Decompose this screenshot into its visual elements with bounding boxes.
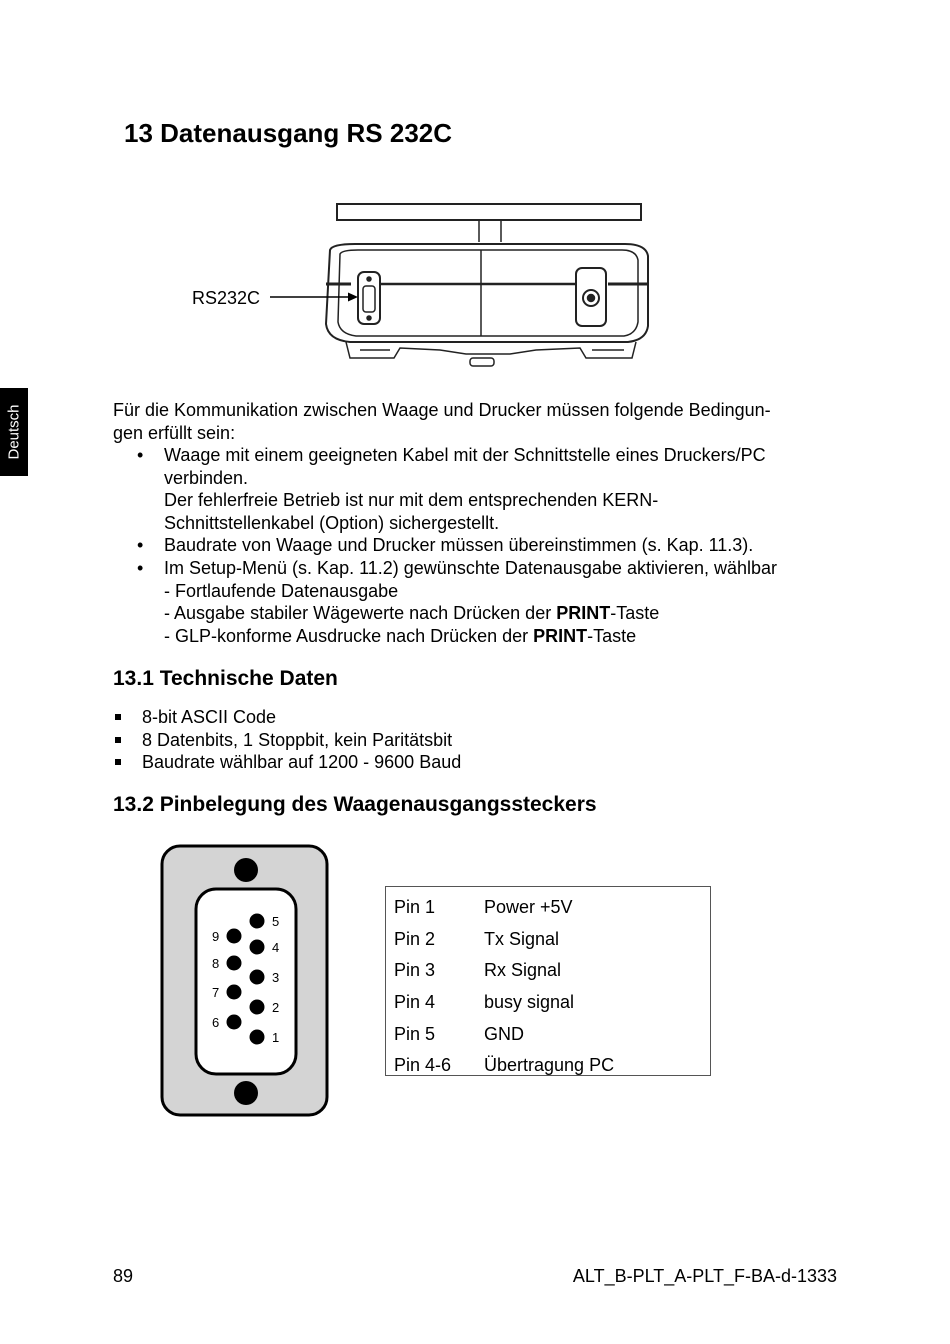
db9-connector-diagram [158,843,332,1119]
pin-7 [227,985,242,1000]
pin-number-label: 8 [212,956,220,971]
language-tab-label: Deutsch [5,404,23,460]
intro-line: gen erfüllt sein: [113,422,236,443]
square-bullet-icon [115,737,121,743]
pin-number-label: 4 [272,940,280,955]
section-heading-pin-assignment: 13.2 Pinbelegung des Waagenausgangssteckers [113,793,597,816]
intro-paragraph [113,399,833,444]
scale-rs232-figure [180,198,660,376]
signal-cell: Power +5V [484,897,573,918]
pin-number-label: 1 [272,1030,280,1045]
requirements-list [113,444,833,647]
pin-number-label: 3 [272,970,280,985]
list-item-text: Schnittstellenkabel (Option) sichergestellt. [164,512,500,533]
print-key-label: PRINT [556,603,611,624]
pin-number-label: 5 [272,914,280,929]
bullet-icon: • [137,557,144,578]
table-row [394,1018,614,1050]
pin-assignment-table [385,886,711,1076]
technical-data-list [113,706,461,774]
pin-8 [227,956,242,971]
bullet-icon: • [137,535,144,556]
document-id: ALT_B-PLT_A-PLT_F-BA-d-1333 [572,1266,837,1286]
pin-number-label: 7 [212,985,220,1000]
pin-cell: Pin 1 [394,897,436,918]
list-item-text: - GLP-konforme Ausdrucke nach Drücken der PRINT-Taste [164,625,637,646]
signal-cell: Tx Signal [484,928,560,949]
table-row [394,1050,614,1082]
list-item [113,534,833,557]
pin-5 [250,914,265,929]
mounting-hole-top [234,858,258,882]
list-item: 8-bit ASCII Code [113,706,461,729]
intro-line: Für die Kommunikation zwischen Waage und Drucker müssen folgende Bedingun- [113,400,771,420]
pin-cell: Pin 2 [394,928,436,949]
section-heading-technical-data: 13.1 Technische Daten [113,667,338,690]
pin-6 [227,1015,242,1030]
pin-4 [250,940,265,955]
pin-number-label: 6 [212,1015,220,1030]
bullet-icon: • [137,445,144,465]
list-item [113,444,833,534]
list-item: Baudrate wählbar auf 1200 - 9600 Baud [113,751,461,774]
table-row [394,924,614,956]
pin-3 [250,970,265,985]
square-bullet-icon [115,759,121,765]
signal-cell: Rx Signal [484,960,562,981]
list-item-text: - Ausgabe stabiler Wägewerte nach Drücken der PRINT-Taste [164,603,660,624]
pin-9 [227,929,242,944]
table-row [394,892,614,924]
pin-cell: Pin 4-6 [394,1055,452,1076]
pin-number-label: 2 [272,1000,280,1015]
signal-cell: GND [484,1023,524,1044]
scale-top-plate [337,204,641,220]
print-key-label: PRINT [533,625,588,646]
signal-cell: Übertragung PC [484,1055,615,1076]
pin-number-label: 9 [212,929,220,944]
list-item-text: Der fehlerfreie Betrieb ist nur mit dem entsprechenden KERN- [164,490,659,511]
list-item [113,557,833,647]
signal-cell: busy signal [484,992,575,1013]
pin-cell: Pin 4 [394,992,436,1013]
list-item-text: Im Setup-Menü (s. Kap. 11.2) gewünschte Datenausgabe aktivieren, wählbar [164,557,778,578]
list-item-text: Waage mit einem geeigneten Kabel mit der Schnittstelle eines Druckers/PC [164,445,766,465]
pin-cell: Pin 5 [394,1023,436,1044]
language-tab [0,388,28,476]
pin-cell: Pin 3 [394,960,436,981]
table-row [394,955,614,987]
pin-1 [250,1030,265,1045]
list-item-text: - Fortlaufende Datenausgabe [164,580,399,601]
mounting-hole-bottom [234,1081,258,1105]
list-item: 8 Datenbits, 1 Stoppbit, kein Paritätsbit [113,729,461,752]
pin-2 [250,1000,265,1015]
list-item-text: verbinden. [164,467,249,488]
rs232-label: RS232C [192,288,261,308]
list-item-text: Baudrate von Waage und Drucker müssen übereinstimmen (s. Kap. 11.3). [164,535,754,556]
table-row [394,987,614,1019]
page-number: 89 [113,1266,134,1286]
square-bullet-icon [115,714,121,720]
page-title: 13 Datenausgang RS 232C [124,118,453,148]
connector-socket [196,889,296,1074]
